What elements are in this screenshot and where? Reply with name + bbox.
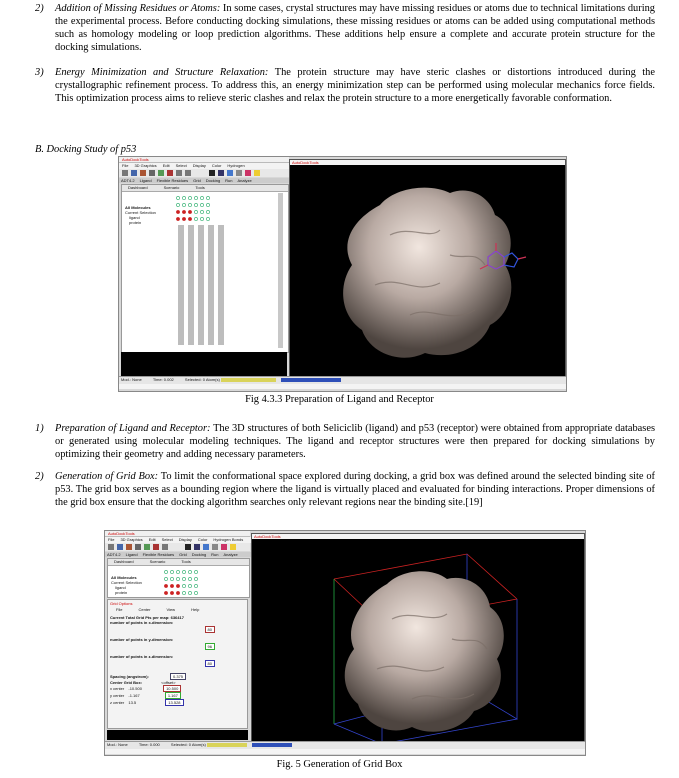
list-number: 2) [35,3,44,14]
grid-menu-view[interactable]: View [166,607,176,612]
grid-options-dialog [107,599,248,729]
python-shell-panel [107,730,248,740]
toolbar [105,543,250,551]
toolbar [119,169,289,177]
tab[interactable]: ADT4.2 [121,178,135,183]
tab[interactable]: Analyze [223,552,238,557]
x-points-input[interactable]: 80 [205,626,215,633]
status-time: Time: 0.002 [152,377,174,382]
viewer-title: AutoDockTools [252,534,584,539]
paragraph-energy-minimization [35,66,655,105]
status-selected: Selected: 0 Atom(s) [170,742,206,747]
tab[interactable]: Docking [205,178,221,183]
column-stripe [208,225,214,345]
paragraph-body: In some cases, crystal structures may have missing residues or atoms due to technical limitations during the experimental process. Before conducting docking simulations, these missing residues or atoms can be added using computational methods such as homology modeling or loop prediction algorithms. These additions help ensure a complete and accurate protein structure for the docking simulations. [55,3,655,53]
grid-menu-file[interactable]: File [116,607,123,612]
menu-item[interactable]: Edit [148,537,156,542]
tab[interactable]: Flexible Residues [156,178,189,183]
toolbar-icons[interactable] [105,543,250,551]
viewer-title: AutoDockTools [290,160,565,165]
tab[interactable]: Ligand [125,552,138,557]
grid-menu [110,607,245,612]
tree-item[interactable]: All Molecules [111,575,137,580]
grid-menu-center[interactable]: Center [138,607,151,612]
z-center-input[interactable]: 13.528 [165,699,183,706]
tab[interactable]: Grid [179,552,187,557]
figure-2-screenshot [104,530,586,756]
tab[interactable]: Ligand [139,178,152,183]
tree-item[interactable]: All Molecules [125,205,151,210]
status-bar [105,741,585,749]
y-center-label: y center [110,693,125,698]
dashboard-panel [107,558,250,598]
center-grid-label: Center Grid Box: [110,680,143,685]
tree-item[interactable]: Current Selection [111,580,142,585]
menu-item[interactable]: Color [197,537,208,542]
3d-viewer-window [289,159,566,381]
figure-2-caption: Fig. 5 Generation of Grid Box [276,759,403,770]
status-mode: Mod.: None [121,377,142,382]
molecule-tree [125,205,175,225]
display-toggle-grid[interactable] [162,568,210,596]
paragraph-missing-residues [35,2,655,54]
status-blue-field [281,378,341,382]
status-time: Time: 0.000 [138,742,160,747]
tab-tools[interactable]: Tools [181,559,191,564]
tree-item[interactable]: protein [115,590,128,595]
section-heading: B. Docking Study of p53 [35,144,137,155]
protein-viewport[interactable] [252,539,584,744]
status-mode: Mod.: None [107,742,128,747]
tree-item[interactable]: ligand [115,585,126,590]
paragraph-heading: Preparation of Ligand and Receptor: [55,423,211,434]
status-yellow-field [207,743,247,747]
app-title: AutoDockTools [122,157,149,162]
protein-surface-icon [343,188,511,358]
tree-item[interactable]: protein [129,220,142,225]
tab[interactable]: Run [225,178,233,183]
tab-dashboard[interactable]: Dashboard [128,185,148,190]
list-number: 1) [35,423,44,434]
tab-row [105,552,252,557]
paragraph-preparation [35,422,655,461]
z-points-label: number of points in z-dimension: [110,654,174,659]
status-bar [119,376,566,384]
display-toggle-grid[interactable] [174,194,222,224]
menu-item[interactable]: Display [178,537,192,542]
column-stripe [188,225,194,345]
protein-surface-icon [345,571,504,732]
status-selected: Selected: 0 Atom(s) [184,377,220,382]
y-points-input[interactable]: 96 [205,643,215,650]
bottom-bar [119,384,566,389]
menu-item[interactable]: Hydrogen [227,163,245,168]
x-center-input[interactable]: 10.500 [163,685,181,692]
tab[interactable]: ADT4.2 [107,552,121,557]
tab-scenario[interactable]: Scenario [149,559,166,564]
spacing-input[interactable]: 0.375 [170,673,186,680]
tab[interactable]: Docking [191,552,207,557]
tree-item[interactable]: Current Selection [125,210,156,215]
tab-scenario[interactable]: Scenario [163,185,180,190]
spacing-label: Spacing (angstrom): [110,674,149,679]
menu-item[interactable]: Select [161,537,173,542]
dashboard-panel [121,184,289,353]
paragraph-grid-box [35,470,655,509]
menu-item[interactable]: Display [192,163,206,168]
tab[interactable]: Grid [193,178,201,183]
menu-item[interactable]: File [108,537,115,542]
dashboard-tabs [108,559,249,566]
menu-item[interactable]: Select [175,163,187,168]
figure-1-caption: Fig 4.3.3 Preparation of Ligand and Receptor [245,394,434,405]
paragraph-heading: Energy Minimization and Structure Relaxation: [55,67,269,78]
menu-item[interactable]: Edit [162,163,170,168]
menu-item[interactable]: File [122,163,129,168]
y-points-label: number of points in y-dimension: [110,637,174,642]
paragraph-heading: Addition of Missing Residues or Atoms: [55,3,221,14]
tree-item[interactable]: ligand [129,215,140,220]
menu-item[interactable]: Color [211,163,222,168]
python-shell-panel [121,352,287,377]
tab-dashboard[interactable]: Dashboard [114,559,134,564]
protein-viewport[interactable] [290,165,565,380]
menu-item[interactable]: 3D Graphics [134,163,157,168]
tab[interactable]: Analyze [237,178,252,183]
x-center-value[interactable]: -10.500 [128,686,142,691]
tab-row [119,178,291,183]
3d-viewer-window [251,533,585,745]
list-number: 2) [35,471,44,482]
dashboard-tabs [122,185,288,192]
list-number: 3) [35,67,44,78]
tab[interactable]: Run [211,552,219,557]
toolbar-icons[interactable] [119,169,289,177]
paragraph-body: To limit the conformational space explored during docking, a grid box was defined around the selected binding site of p53. The grid box serves as a bounding region where the ligand is virtually placed and evaluated for binding interactions. Proper dimensions of the grid box ensure that the docking algorithm searches only relevant regions near the binding site.[19] [55,471,655,508]
status-yellow-field [221,378,276,382]
tab[interactable]: Flexible Residues [142,552,175,557]
figure-1-screenshot [118,156,567,392]
column-stripe [218,225,224,345]
scrollbar[interactable] [278,193,283,348]
status-blue-field [252,743,292,747]
y-center-input[interactable]: 1.167 [165,692,181,699]
x-center-label: x center [110,686,125,691]
app-title: AutoDockTools [108,531,135,536]
z-center-label: z center [110,700,125,705]
offset-label: <offset> [161,680,176,685]
total-grid-points: Current Total Grid Pts per map: 636417 [110,615,184,620]
z-points-input[interactable]: 80 [205,660,215,667]
column-stripe [198,225,204,345]
menu-item[interactable]: 3D Graphics [120,537,143,542]
molecule-tree [111,575,161,595]
paragraph-heading: Generation of Grid Box: [55,471,159,482]
paragraph-body: The protein structure may have steric clashes or distortions introduced during the crystallographic refinement process. To address this, an energy minimization step can be performed using molecular mechanics force fields. This optimization process aims to relieve steric clashes and relax the protein structure to a more energetically favorable conformation. [55,67,655,104]
menu-item[interactable]: Hydrogen Bonds [213,537,244,542]
y-center-value[interactable]: -1.167 [128,693,140,698]
paragraph-body: The 3D structures of both Seliciclib (ligand) and p53 (receptor) were obtained from appropriate databases or generated using molecular modeling techniques. The ligand and receptor structures were then prepared for docking simulations by optimizing their geometry and adding necessary parameters. [55,423,655,460]
grid-options-title: Grid Options [110,601,133,606]
bottom-bar [105,749,585,754]
column-stripe [178,225,184,345]
tab-tools[interactable]: Tools [195,185,205,190]
x-points-label: number of points in x-dimension: [110,620,174,625]
grid-menu-help[interactable]: Help [191,607,200,612]
z-center-value[interactable]: 13.5 [128,700,137,705]
